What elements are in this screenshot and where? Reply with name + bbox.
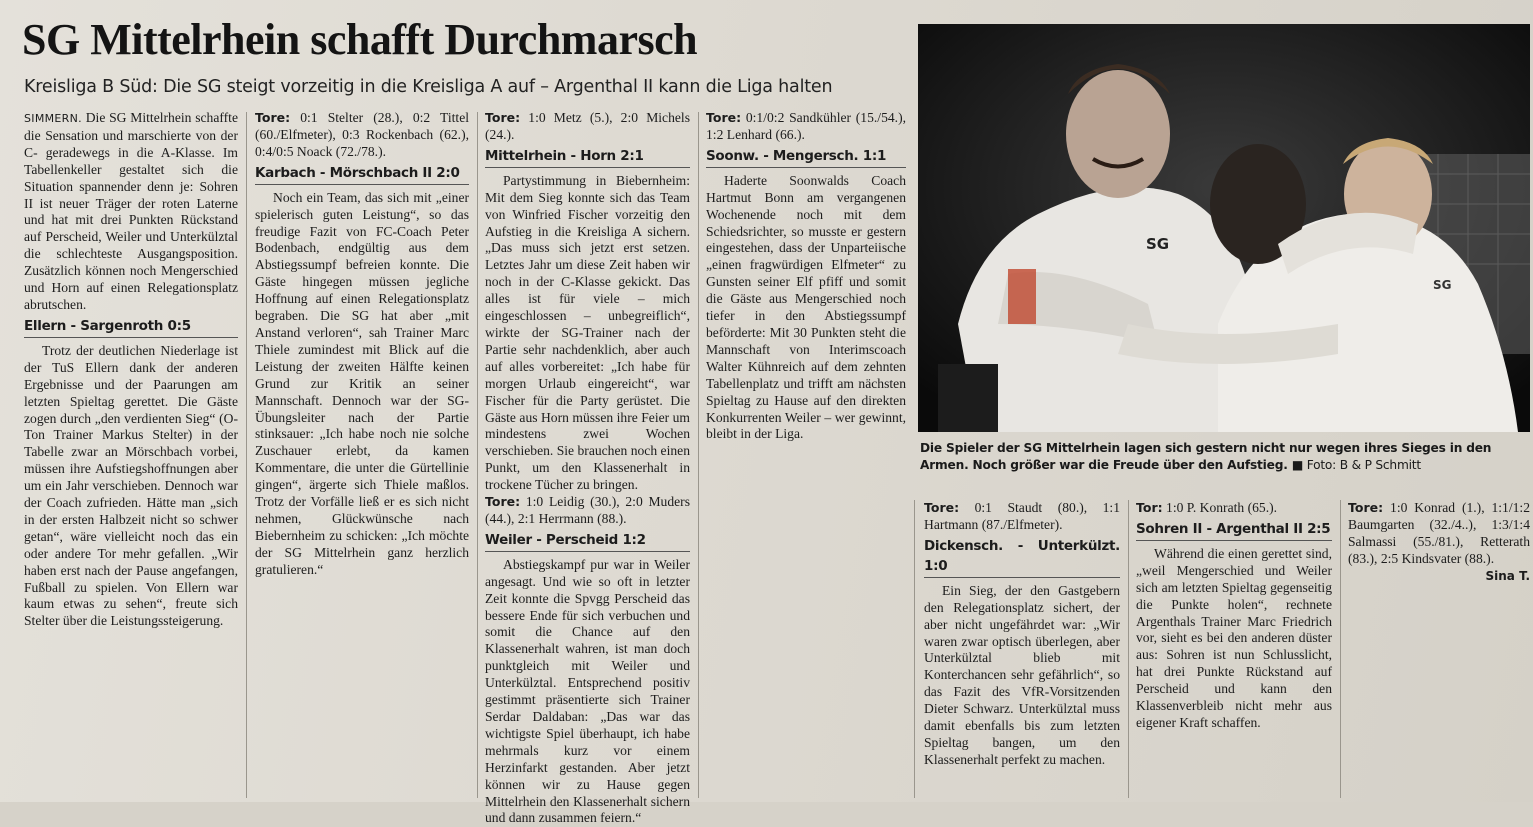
intro-paragraph [24,110,238,314]
column-2 [255,110,469,800]
goals-label: Tore: [924,500,960,515]
game-heading-weiler: Weiler - Perscheid 1:2 [485,530,690,552]
dateline: SIMMERN. [24,112,82,125]
column-divider [1340,500,1341,798]
column-divider [1128,500,1129,798]
game-heading-soonwald: Soonw. - Mengersch. 1:1 [706,146,906,168]
article-headline: SG Mittelrhein schafft Durchmarsch [22,15,698,64]
game-text-soonwald: Haderte Soonwalds Coach Hartmut Bonn am vergangenen Wochenende noch mit dem Schiedsrichter, so musste er gestern eingestehen, dass der Unparteiische „einen fragwürdigen Elfmeter“ zu Gunsten seiner Elf pfiff und somit die Gäste aus Mengerschied noch tiefer in den Abstiegssumpf beförderte: Mit 30 Punkten steht die Mannschaft von Interimscoach Walter Kühnreich auf dem zehnten Tabellenplatz und trifft am nächsten Spieltag zu Hause auf den direkten Konkurrenten Weiler – wer gewinnt, bleibt in der Liga. [706,172,906,442]
game-text-ellern: Trotz der deutlichen Niederlage ist der TuS Ellern dank der anderen Ergebnisse und der Paarungen am letzten Spieltag gerettet. Die Gäste zogen durch „den verdienten Sieg“ (O-Ton Trainer Markus Stelter) in der Tabelle zwar an Mörschbach vorbei, müssen ihre Aufstiegshoffnungen aber um ein Jahr verschieben. Dennoch war der Coach zufrieden. Hätte man „sich in der ersten Halbzeit nicht so schwer getan“, wäre vielleicht noch das ein oder andere Tor mehr gefallen. „Wir haben erst nach der Pause angefangen, Fußball zu spielen. Von Ellern war kaum etwas zu sehen“, freute sich Stelter über die Leistungssteigerung. [24,342,238,629]
game-heading-sohren: Sohren II - Argenthal II 2:5 [1136,519,1332,541]
column-6 [1136,500,1332,800]
game-heading-karbach: Karbach - Mörschbach II 2:0 [255,163,469,185]
column-divider [698,112,699,798]
goals-sohren [1348,500,1530,568]
game-text-sohren: Während die einen gerettet sind, „weil Mengerschied und Weiler sich am letzten Spieltag gegenseitig die Punkte holen“, rechnete Argenthals Trainer Marc Friedrich vor, sieht es bei den anderen düster aus: Sohren ist nun Schlusslicht, hat drei Punkte Rückstand auf Perscheid und kann den Klassenverbleib nicht mehr aus eigener Kraft schaffen. [1136,545,1332,730]
goals-ellern [255,110,469,161]
game-heading-dickenschied: Dickensch. - Unterkülzt. 1:0 [924,536,1120,578]
goals-sohren-text: 1:0 Konrad (1.), 1:1/1:2 Baumgarten (32./4..), 1:3/1:4 Salmassi (55./81.), Retterath (83.), 2:5 Kindsvater (88.). [1348,500,1531,566]
game-heading-mittelrhein: Mittelrhein - Horn 2:1 [485,146,690,168]
column-divider [914,500,915,798]
goals-label: Tore: [485,494,521,510]
article-subheadline: Kreisliga B Süd: Die SG steigt vorzeitig in die Kreisliga A auf – Argenthal II kann die Liga halten [24,77,833,97]
photo-celebration-icon [918,24,1530,432]
goals-dickenschied-text: 1:0 P. Konrath (65.). [1166,500,1278,515]
goals-soonwald [924,500,1120,534]
goals-weiler-text: 0:1/0:2 Sandkühler (15./54.), 1:2 Lenhard (66.). [706,110,906,142]
goals-label: Tor: [1136,500,1163,515]
goals-mittelrhein [485,494,690,528]
goals-label: Tore: [485,110,521,125]
game-text-mittelrhein: Partystimmung in Biebernheim: Mit dem Sieg konnte sich das Team von Winfried Fischer vorzeitig den Aufstieg in die Kreisliga A sichern. „Das muss sich jetzt erst setzen. Letztes Jahr um diese Zeit haben wir noch in der C-Klasse gekickt. Das alles ist für viele – mich eingeschlossen – unbegreiflich“, wirkte der SG-Trainer nach der Partie sehr nachdenklich, aber auch auf alles vorbereitet: „Ich habe für morgen Urlaub eingereicht“, war Fischer für die Party gerüstet. Die Gäste aus Horn müssen ihre Feier um mindestens zwei Wochen verschieben. Sie brauchen noch einen Punkt, um den Klassenerhalt in trockene Tücher zu bringen. [485,172,690,493]
goals-label: Tore: [1348,500,1384,515]
goals-karbach-text: 1:0 Metz (5.), 2:0 Michels (24.). [485,110,690,142]
jersey-text-left: SG [1146,235,1170,253]
column-4 [706,110,906,800]
column-5 [924,500,1120,800]
game-heading-ellern: Ellern - Sargenroth 0:5 [24,316,238,338]
author-line [1348,568,1530,585]
jersey-text-right: SG [1433,278,1452,292]
goals-karbach [485,110,690,144]
game-text-karbach: Noch ein Team, das sich mit „einer spielerisch guten Leistung“, so das freudige Fazit von FC-Coach Peter Bodenbach, endgültig aus dem Abstiegssumpf befreien konnte. Die Gäste hingegen müssen jegliche Hoffnung auf einen Relegationsplatz begraben. Die SG hat aber „mit Anstand verloren“, sah Trainer Marc Thiele zumindest mit Blick auf die Leistung der zweiten Hälfte keinen Grund zur Kritik an seiner Mannschaft. Dennoch war der SG-Übungsleiter nach der Partie stinksauer: „Ich habe noch nie solche Zuschauer erlebt, da kamen Kommentare, die unter die Gürtellinie gingen“, ärgerte sich Thiele maßlos. Trotz der Vorfälle ließ er es sich nicht nehmen, Glückwünsche nach Biebernheim zu schicken: „Ich möchte der SG Mittelrhein ganz herzlich gratulieren.“ [255,189,469,577]
goals-soonwald-text: 0:1 Staudt (80.), 1:1 Hartmann (87./Elfmeter). [924,500,1121,532]
column-divider [477,112,478,798]
photo-caption [920,440,1530,474]
goals-label: Tore: [255,110,291,125]
author: Sina T. [1485,568,1530,583]
goals-dickenschied [1136,500,1332,517]
column-3 [485,110,691,826]
goals-ellern-text: 0:1 Stelter (28.), 0:2 Tittel (60./Elfmeter), 0:3 Rockenbach (62.), 0:4/0:5 Noack (72./78.). [255,110,470,159]
intro-text: Die SG Mittelrhein schaffte die Sensation und marschierte von der C- geradewegs in die A-Klasse. Im Tabellenkeller gestaltet sich die Situation spannender denn je: Sohren II ist neuer Träger der roten Laterne und hat mit drei Punkten Rückstand auf Perscheid, Weiler und Unterkülztal die schlechteste Ausgangsposition. Zusätzlich können noch Mengerschied und Horn auf einen Relegationsplatz abrutschen. [24,110,238,312]
goals-label: Tore: [706,110,742,125]
goals-weiler [706,110,906,144]
goals-mittelrhein-text: 1:0 Leidig (30.), 2:0 Muders (44.), 2:1 Herrmann (88.). [485,494,691,526]
column-divider [246,112,247,798]
column-7 [1348,500,1530,800]
photo-credit: ■ Foto: B & P Schmitt [1291,458,1421,472]
caption-text: Die Spieler der SG Mittelrhein lagen sich gestern nicht nur wegen ihres Sieges in den Armen. Noch größer war die Freude über den Aufstieg. [920,441,1492,472]
game-text-weiler: Abstiegskampf pur war in Weiler angesagt. Und wie so oft in letzter Zeit konnte die Spvgg Perscheid das bessere Ende für sich verbuchen und somit die Chance auf den Klassenerhalt wahren, ist man doch punktgleich mit Weiler und Unterkülztal. Entsprechend positiv gestimmt präsentierte sich Trainer Serdar Daldaban: „Das war das wichtigste Spiel überhaupt, ich habe mehrmals kurz vor einem Herzinfarkt gestanden. Aber jetzt können wir zu Hause gegen Mittelrhein den Klassenerhalt sichern und dann zusammen feiern.“ [485,556,690,826]
column-1 [24,110,238,800]
article-photo [918,24,1530,432]
game-text-dickenschied: Ein Sieg, der den Gastgebern den Relegationsplatz sichert, der aber nicht ungefährdet war: „Wir waren zwar optisch überlegen, aber Unterkülztal blieb mit Konterchancen sehr gefährlich“, so das Fazit des VfR-Vorsitzenden Dieter Schwarz. Unterkülztal muss damit ebenfalls bis zum letzten Spieltag bangen, um den Klassenerhalt perfekt zu machen. [924,582,1120,767]
